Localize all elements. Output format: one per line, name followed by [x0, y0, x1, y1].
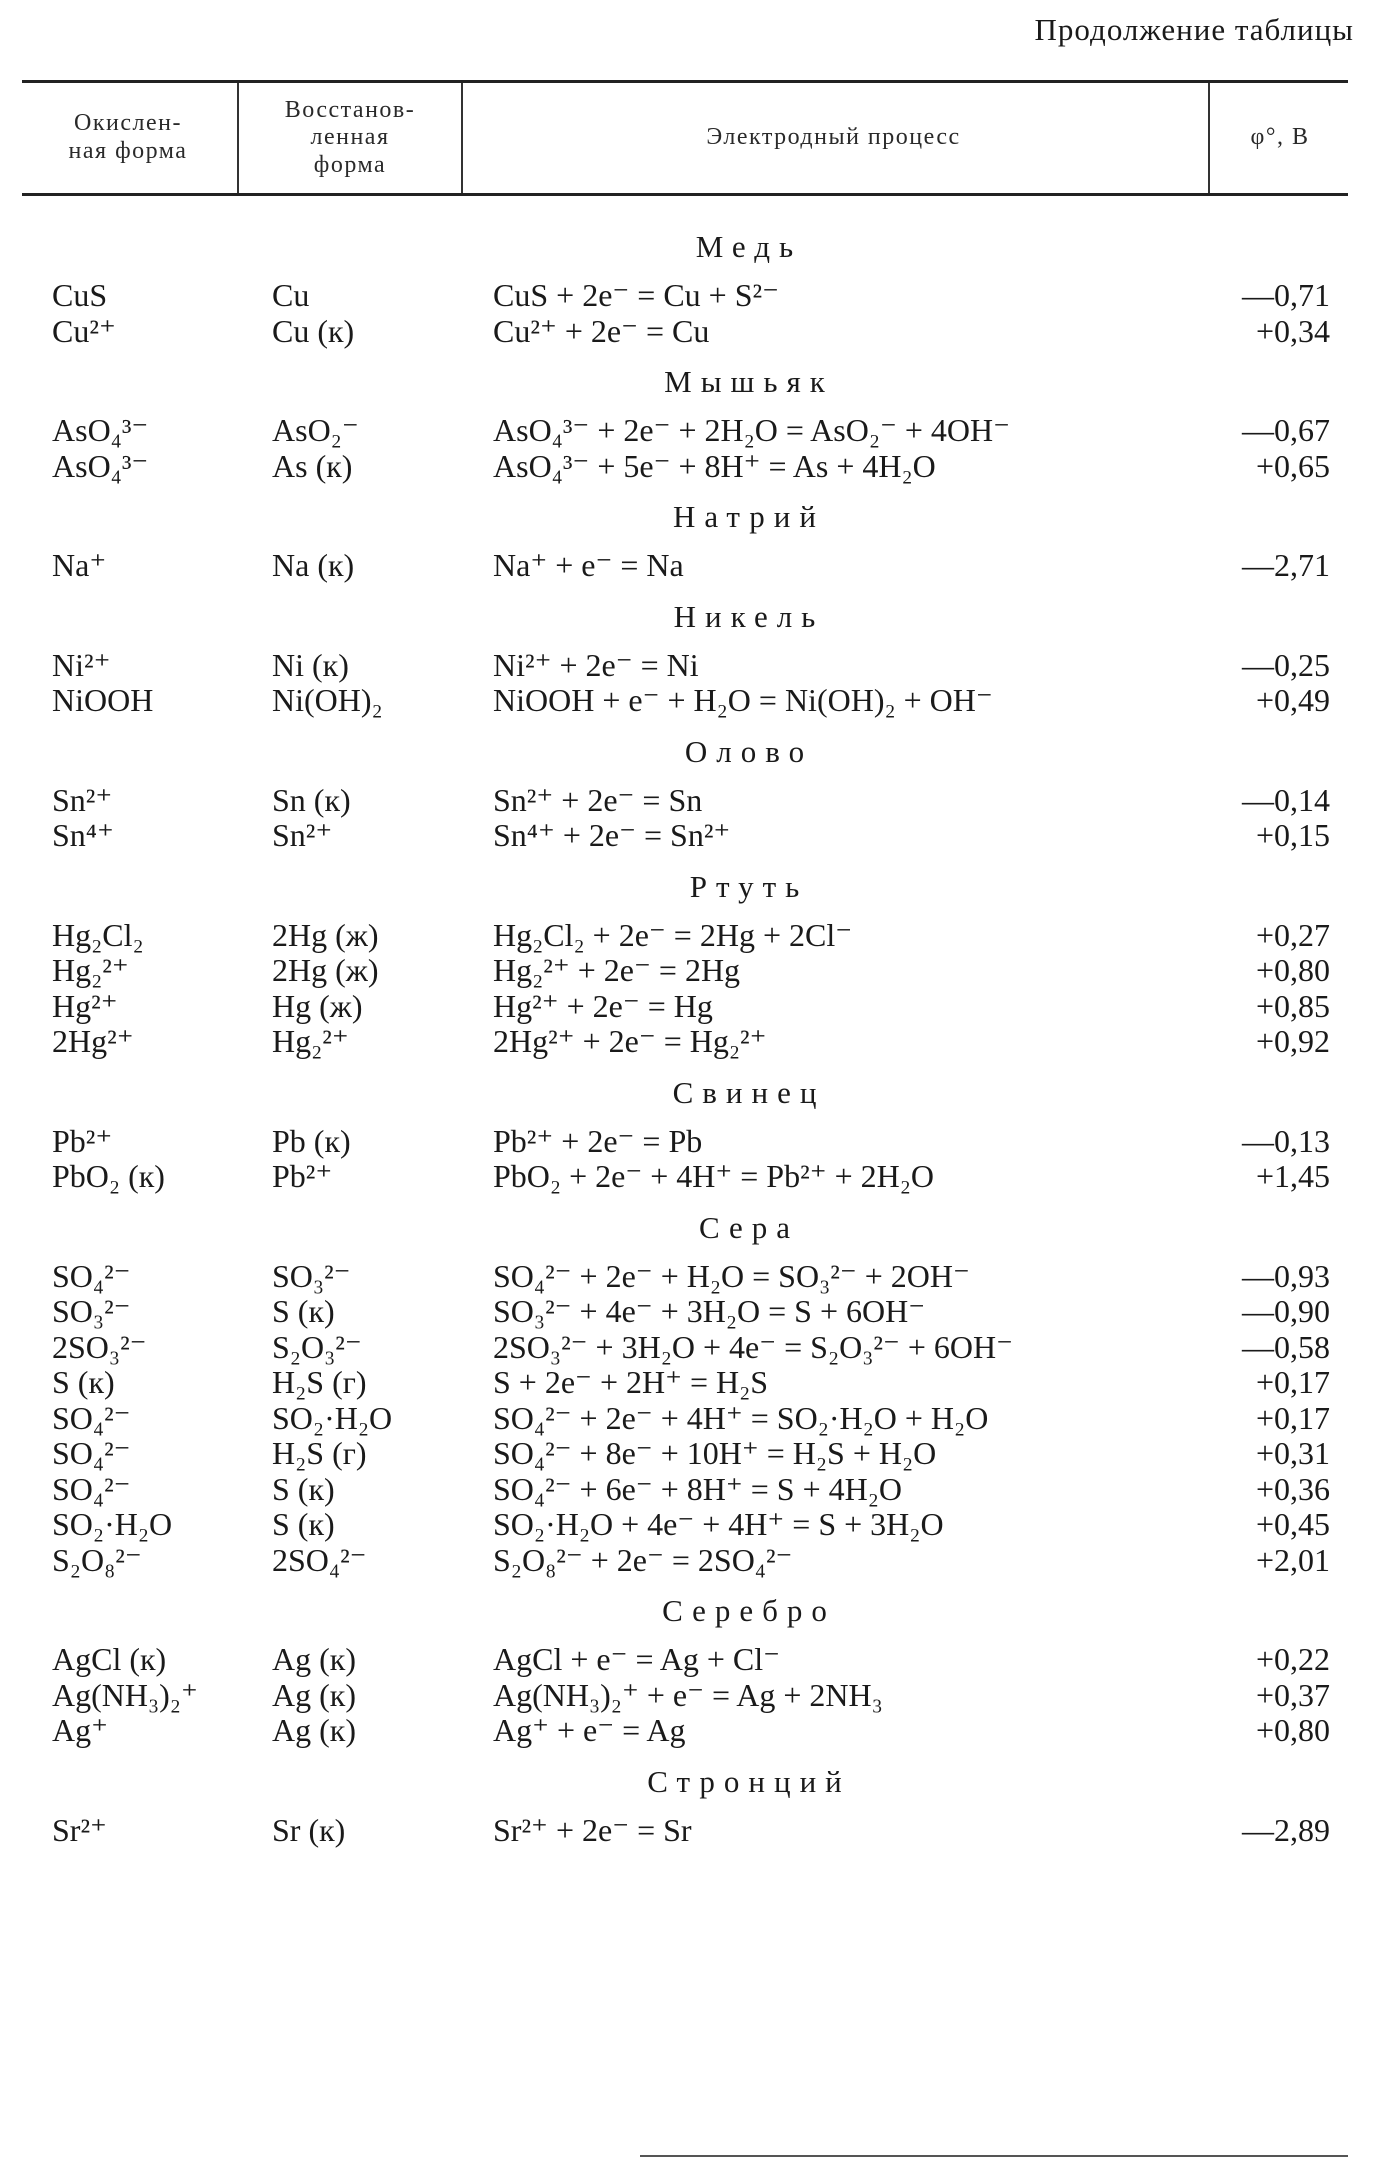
electrode-process-cell: Sr²⁺ + 2e⁻ = Sr	[493, 1811, 692, 1848]
element-group	[0, 598, 1378, 719]
group-title: Мышьяк	[664, 364, 834, 399]
reduced-form-cell: Hg (ж)	[272, 987, 363, 1024]
reduced-form-cell: H₂S (г)	[272, 1435, 367, 1471]
reduced-form-cell: Sn (к)	[272, 781, 351, 818]
electrode-process-cell: SO₄²⁻ + 6e⁻ + 8H⁺ = S + 4H₂O	[493, 1470, 902, 1507]
reduced-form-cell: 2Hg (ж)	[272, 952, 379, 988]
oxidized-form-cell: SO₄²⁻	[52, 1470, 131, 1507]
potential-cell: +2,01	[1255, 1541, 1330, 1578]
oxidized-form-cell: SO₃²⁻	[52, 1293, 131, 1329]
group-title: Стронций	[647, 1763, 851, 1799]
electrode-process-cell: Hg₂²⁺ + 2e⁻ = 2Hg	[493, 952, 741, 988]
potential-cell: +0,34	[1255, 312, 1330, 349]
table-row	[0, 1543, 1378, 1579]
potential-cell: —0,58	[1242, 1328, 1330, 1365]
oxidized-form-cell: 2SO₃²⁻	[52, 1328, 147, 1365]
group-title: Серебро	[662, 1593, 836, 1628]
table-row	[0, 1401, 1378, 1437]
element-group	[0, 498, 1378, 584]
group-title: Ртуть	[689, 868, 809, 904]
electrode-process-cell: CuS + 2e⁻ = Cu + S²⁻	[493, 277, 779, 313]
potential-cell: —0,93	[1242, 1257, 1330, 1294]
reduced-form-cell: As (к)	[272, 447, 353, 484]
table-row	[0, 1472, 1378, 1508]
table-row	[0, 1365, 1378, 1401]
element-group	[0, 363, 1378, 484]
reduced-form-cell: AsO₂⁻	[272, 412, 359, 448]
group-title: Свинец	[672, 1074, 826, 1110]
table-row	[0, 783, 1378, 819]
element-group	[0, 1592, 1378, 1749]
reduced-form-cell: S₂O₃²⁻	[272, 1328, 362, 1365]
electrode-process-cell: PbO₂ + 2e⁻ + 4H⁺ = Pb²⁺ + 2H₂O	[493, 1158, 934, 1194]
table-row	[0, 1124, 1378, 1160]
table-row	[0, 818, 1378, 854]
oxidized-form-cell: Hg₂Cl₂	[52, 916, 144, 953]
oxidized-form-cell: SO₂·H₂O	[52, 1506, 173, 1542]
potential-cell: —0,13	[1242, 1122, 1330, 1159]
oxidized-form-cell: NiOOH	[52, 682, 154, 718]
table-row	[0, 1159, 1378, 1195]
electrode-process-cell: NiOOH + e⁻ + H₂O = Ni(OH)₂ + OH⁻	[493, 682, 993, 718]
table-header	[22, 80, 1348, 196]
group-title: Сера	[698, 1209, 800, 1245]
table-row	[0, 1294, 1378, 1330]
potential-cell: +0,22	[1255, 1641, 1330, 1677]
electrode-process-cell: SO₄²⁻ + 2e⁻ + 4H⁺ = SO₂·H₂O + H₂O	[493, 1399, 989, 1436]
potential-cell: —0,90	[1242, 1293, 1330, 1329]
potential-cell: +0,17	[1255, 1364, 1330, 1400]
potential-cell: +0,80	[1255, 952, 1330, 988]
table-row	[0, 314, 1378, 350]
table-row	[0, 1678, 1378, 1714]
electrode-process-cell: Hg₂Cl₂ + 2e⁻ = 2Hg + 2Cl⁻	[493, 916, 853, 953]
electrode-process-cell: 2SO₃²⁻ + 3H₂O + 4e⁻ = S₂O₃²⁻ + 6OH⁻	[493, 1328, 1014, 1365]
oxidized-form-cell: PbO₂ (к)	[52, 1158, 165, 1194]
element-group	[0, 228, 1378, 349]
reduced-form-cell: Cu (к)	[272, 312, 355, 349]
electrode-process-cell: AgCl + e⁻ = Ag + Cl⁻	[493, 1641, 781, 1677]
potential-cell: —2,89	[1242, 1811, 1330, 1848]
oxidized-form-cell: SO₄²⁻	[52, 1435, 131, 1471]
potential-cell: +0,37	[1255, 1676, 1330, 1713]
reduced-form-cell: SO₂·H₂O	[272, 1399, 393, 1436]
bottom-rule	[640, 2155, 1348, 2157]
reduced-form-cell: 2Hg (ж)	[272, 916, 379, 953]
table-row	[0, 683, 1378, 719]
potential-cell: +0,36	[1255, 1470, 1330, 1507]
electrode-process-cell: Cu²⁺ + 2e⁻ = Cu	[493, 312, 710, 349]
electrode-process-cell: Sn⁴⁺ + 2e⁻ = Sn²⁺	[493, 817, 731, 853]
electrode-process-cell: Ag(NH₃)₂⁺ + e⁻ = Ag + 2NH₃	[493, 1676, 883, 1713]
potential-cell: +0,15	[1255, 817, 1330, 853]
table-row	[0, 1024, 1378, 1060]
electrode-process-cell: AsO₄³⁻ + 5e⁻ + 8H⁺ = As + 4H₂O	[493, 447, 936, 484]
oxidized-form-cell: AsO₄³⁻	[52, 412, 149, 448]
oxidized-form-cell: SO₄²⁻	[52, 1399, 131, 1436]
reduced-form-cell: Ag (к)	[272, 1676, 356, 1713]
oxidized-form-cell: AgCl (к)	[52, 1641, 167, 1677]
header-potential: φ°, В	[1208, 83, 1350, 193]
electrode-process-cell: SO₂·H₂O + 4e⁻ + 4H⁺ = S + 3H₂O	[493, 1506, 944, 1542]
reduced-form-cell: Ni(OH)₂	[272, 682, 383, 718]
reduced-form-cell: Pb²⁺	[272, 1158, 333, 1194]
reduced-form-cell: S (к)	[272, 1293, 335, 1329]
oxidized-form-cell: CuS	[52, 277, 108, 313]
potential-cell: +0,49	[1255, 682, 1330, 718]
electrode-process-cell: 2Hg²⁺ + 2e⁻ = Hg₂²⁺	[493, 1023, 767, 1059]
group-title: Натрий	[673, 499, 825, 534]
table-row	[0, 278, 1378, 314]
potential-cell: +0,31	[1255, 1435, 1330, 1471]
oxidized-form-cell: Hg₂²⁺	[52, 952, 129, 988]
potential-cell: +0,17	[1255, 1399, 1330, 1436]
header-oxidized-form: Окислен- ная форма	[68, 110, 188, 164]
potential-cell: +1,45	[1255, 1158, 1330, 1194]
table-row	[0, 918, 1378, 954]
potential-cell: —0,25	[1242, 646, 1330, 683]
reduced-form-cell: S (к)	[272, 1506, 335, 1542]
reduced-form-cell: SO₃²⁻	[272, 1257, 351, 1294]
oxidized-form-cell: SO₄²⁻	[52, 1257, 131, 1294]
table-row	[0, 1713, 1378, 1749]
table-body	[0, 228, 1378, 1862]
element-group	[0, 733, 1378, 854]
oxidized-form-cell: AsO₄³⁻	[52, 447, 149, 484]
reduced-form-cell: S (к)	[272, 1470, 335, 1507]
electrode-process-cell: AsO₄³⁻ + 2e⁻ + 2H₂O = AsO₂⁻ + 4OH⁻	[493, 412, 1011, 448]
group-title: Никель	[673, 598, 825, 634]
table-row	[0, 648, 1378, 684]
table-row	[0, 1330, 1378, 1366]
reduced-form-cell: Sr (к)	[272, 1811, 346, 1848]
potential-cell: +0,45	[1255, 1506, 1330, 1542]
oxidized-form-cell: 2Hg²⁺	[52, 1023, 134, 1059]
oxidized-form-cell: Sn⁴⁺	[52, 817, 114, 853]
reduced-form-cell: H₂S (г)	[272, 1364, 367, 1400]
reduced-form-cell: Pb (к)	[272, 1122, 351, 1159]
oxidized-form-cell: Sn²⁺	[52, 781, 113, 818]
oxidized-form-cell: Hg²⁺	[52, 987, 118, 1024]
oxidized-form-cell: Ag⁺	[52, 1712, 108, 1748]
reduced-form-cell: Sn²⁺	[272, 817, 333, 853]
oxidized-form-cell: S₂O₈²⁻	[52, 1541, 142, 1578]
electrode-process-cell: S₂O₈²⁻ + 2e⁻ = 2SO₄²⁻	[493, 1541, 793, 1578]
potential-cell: —0,71	[1242, 277, 1330, 313]
reduced-form-cell: Cu	[272, 277, 310, 313]
header-electrode-process: Электродный процесс	[706, 124, 961, 151]
oxidized-form-cell: Sr²⁺	[52, 1811, 107, 1848]
electrode-process-cell: SO₄²⁻ + 8e⁻ + 10H⁺ = H₂S + H₂O	[493, 1435, 937, 1471]
electrode-process-cell: Ag⁺ + e⁻ = Ag	[493, 1712, 686, 1748]
reduced-form-cell: Ni (к)	[272, 646, 349, 683]
table-row	[0, 548, 1378, 584]
electrode-process-cell: SO₃²⁻ + 4e⁻ + 3H₂O = S + 6OH⁻	[493, 1293, 926, 1329]
oxidized-form-cell: Pb²⁺	[52, 1122, 113, 1159]
element-group	[0, 1209, 1378, 1579]
table-row	[0, 1436, 1378, 1472]
table-row	[0, 953, 1378, 989]
oxidized-form-cell: S (к)	[52, 1364, 115, 1400]
table-row	[0, 1642, 1378, 1678]
reduced-form-cell: Ag (к)	[272, 1712, 356, 1748]
potential-cell: +0,85	[1255, 987, 1330, 1024]
electrode-process-cell: Na⁺ + e⁻ = Na	[493, 547, 684, 583]
reduced-form-cell: Na (к)	[272, 547, 355, 583]
reduced-form-cell: Hg₂²⁺	[272, 1023, 349, 1059]
header-reduced-form: Восстанов- ленная форма	[237, 83, 463, 193]
reduced-form-cell: 2SO₄²⁻	[272, 1541, 367, 1578]
oxidized-form-cell: Cu²⁺	[52, 312, 116, 349]
reduced-form-cell: Ag (к)	[272, 1641, 356, 1677]
potential-cell: +0,80	[1255, 1712, 1330, 1748]
electrode-process-cell: Sn²⁺ + 2e⁻ = Sn	[493, 781, 703, 818]
electrode-process-cell: Hg²⁺ + 2e⁻ = Hg	[493, 987, 713, 1024]
potential-cell: —0,67	[1242, 412, 1330, 448]
table-row	[0, 1259, 1378, 1295]
oxidized-form-cell: Ni²⁺	[52, 646, 111, 683]
electrode-process-cell: SO₄²⁻ + 2e⁻ + H₂O = SO₃²⁻ + 2OH⁻	[493, 1257, 970, 1294]
potential-cell: —2,71	[1242, 547, 1330, 583]
table-row	[0, 1507, 1378, 1543]
potential-cell: +0,65	[1255, 447, 1330, 484]
table-row	[0, 449, 1378, 485]
table-row	[0, 1813, 1378, 1849]
oxidized-form-cell: Na⁺	[52, 547, 107, 583]
element-group	[0, 1763, 1378, 1849]
element-group	[0, 1074, 1378, 1195]
electrode-process-cell: S + 2e⁻ + 2H⁺ = H₂S	[493, 1364, 769, 1400]
group-title: Медь	[695, 229, 803, 264]
potential-cell: +0,27	[1255, 916, 1330, 953]
electrode-process-cell: Ni²⁺ + 2e⁻ = Ni	[493, 646, 699, 683]
oxidized-form-cell: Ag(NH₃)₂⁺	[52, 1676, 198, 1713]
potential-cell: —0,14	[1242, 781, 1330, 818]
electrode-process-cell: Pb²⁺ + 2e⁻ = Pb	[493, 1122, 703, 1159]
table-row	[0, 989, 1378, 1025]
table-row	[0, 413, 1378, 449]
element-group	[0, 868, 1378, 1060]
group-title: Олово	[684, 733, 814, 769]
potential-cell: +0,92	[1255, 1023, 1330, 1059]
continuation-caption: Продолжение таблицы	[1034, 12, 1354, 47]
